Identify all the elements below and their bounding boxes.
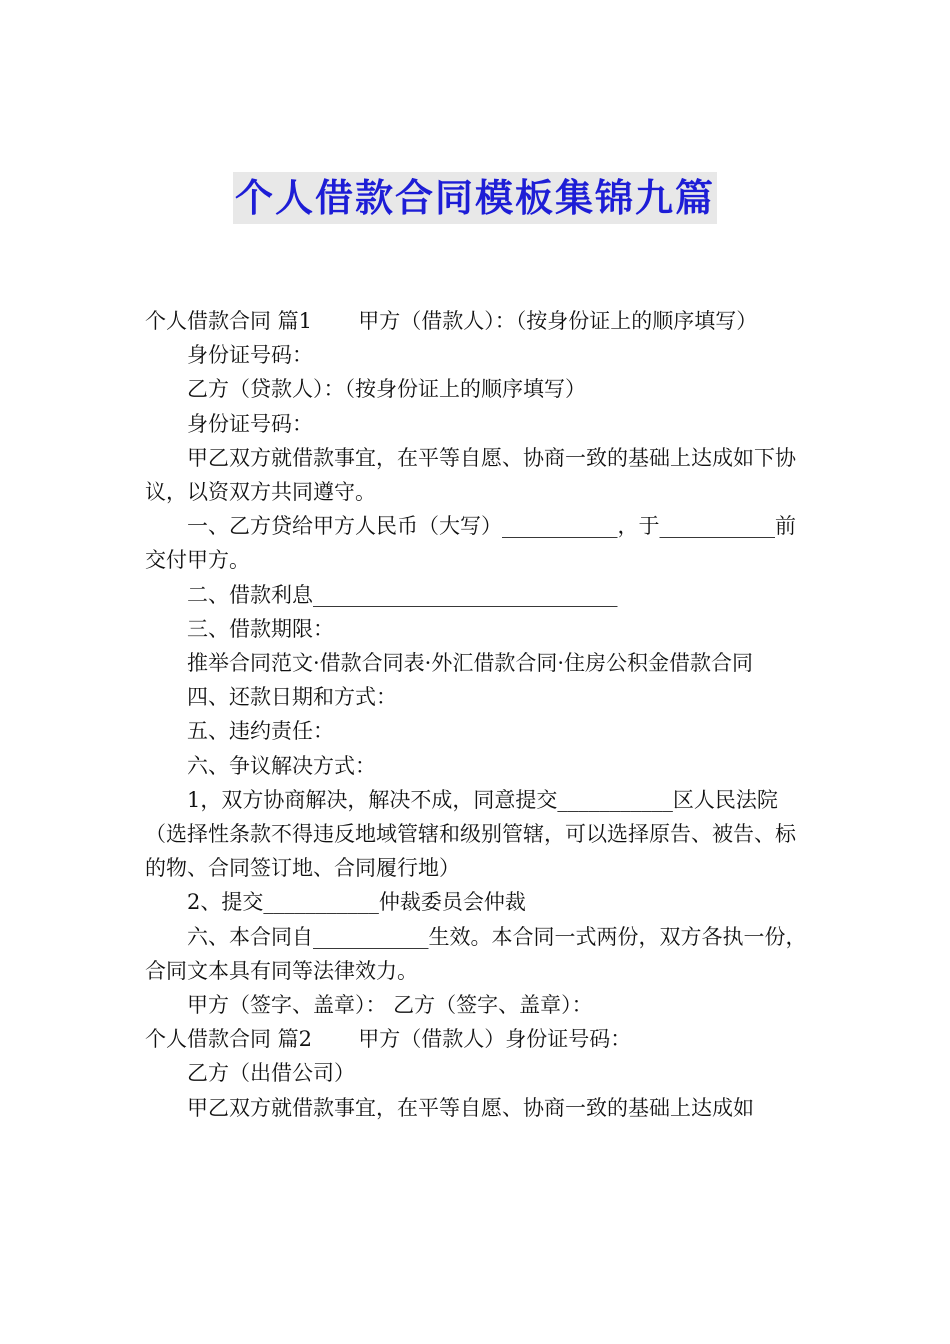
section-heading xyxy=(145,1022,807,1056)
paragraph: 一、乙方贷给甲方人民币（大写）___________，于___________前交付甲方。 xyxy=(145,514,796,573)
paragraph: 甲乙双方就借款事宜，在平等自愿、协商一致的基础上达成如 xyxy=(187,1095,754,1120)
paragraph: 2、提交___________仲裁委员会仲裁 xyxy=(187,890,526,915)
title-wrap xyxy=(0,172,950,224)
paragraph: 三、借款期限： xyxy=(187,616,334,641)
paragraph: 乙方（贷款人）：（按身份证上的顺序填写） xyxy=(187,377,586,402)
document-body xyxy=(145,304,807,1125)
paragraph: 六、本合同自___________生效。本合同一式两份，双方各执一份，合同文本具有同等法律效力。 xyxy=(145,924,807,983)
paragraph-text: 甲方（借款人）身份证号码： xyxy=(358,1027,632,1052)
document-title: 个人借款合同模板集锦九篇 xyxy=(233,172,717,224)
paragraph: 甲乙双方就借款事宜，在平等自愿、协商一致的基础上达成如下协议，以资双方共同遵守。 xyxy=(145,445,796,505)
section-heading xyxy=(145,304,807,338)
paragraph: 身份证号码： xyxy=(187,343,313,368)
paragraph: 身份证号码： xyxy=(187,411,313,436)
paragraph: 甲方（签字、盖章）： 乙方（签字、盖章）： xyxy=(187,993,593,1018)
section-label: 个人借款合同 篇2 xyxy=(145,1027,313,1052)
paragraph: 四、还款日期和方式： xyxy=(187,685,397,710)
paragraph: 五、违约责任： xyxy=(187,719,334,744)
paragraph: 1，双方协商解决，解决不成，同意提交___________区人民法院（选择性条款不得违反地域管辖和级别管辖，可以选择原告、被告、标的物、合同签订地、合同履行地） xyxy=(145,787,796,881)
section-label: 个人借款合同 篇1 xyxy=(145,309,313,333)
paragraph-text: 甲方（借款人）：（按身份证上的顺序填写） xyxy=(358,309,758,333)
paragraph: 六、争议解决方式： xyxy=(187,753,376,778)
paragraph: 二、借款利息_____________________________ xyxy=(187,582,618,607)
paragraph: 乙方（出借公司） xyxy=(187,1061,355,1086)
paragraph: 推举合同范文·借款合同表·外汇借款合同·住房公积金借款合同 xyxy=(187,651,754,676)
